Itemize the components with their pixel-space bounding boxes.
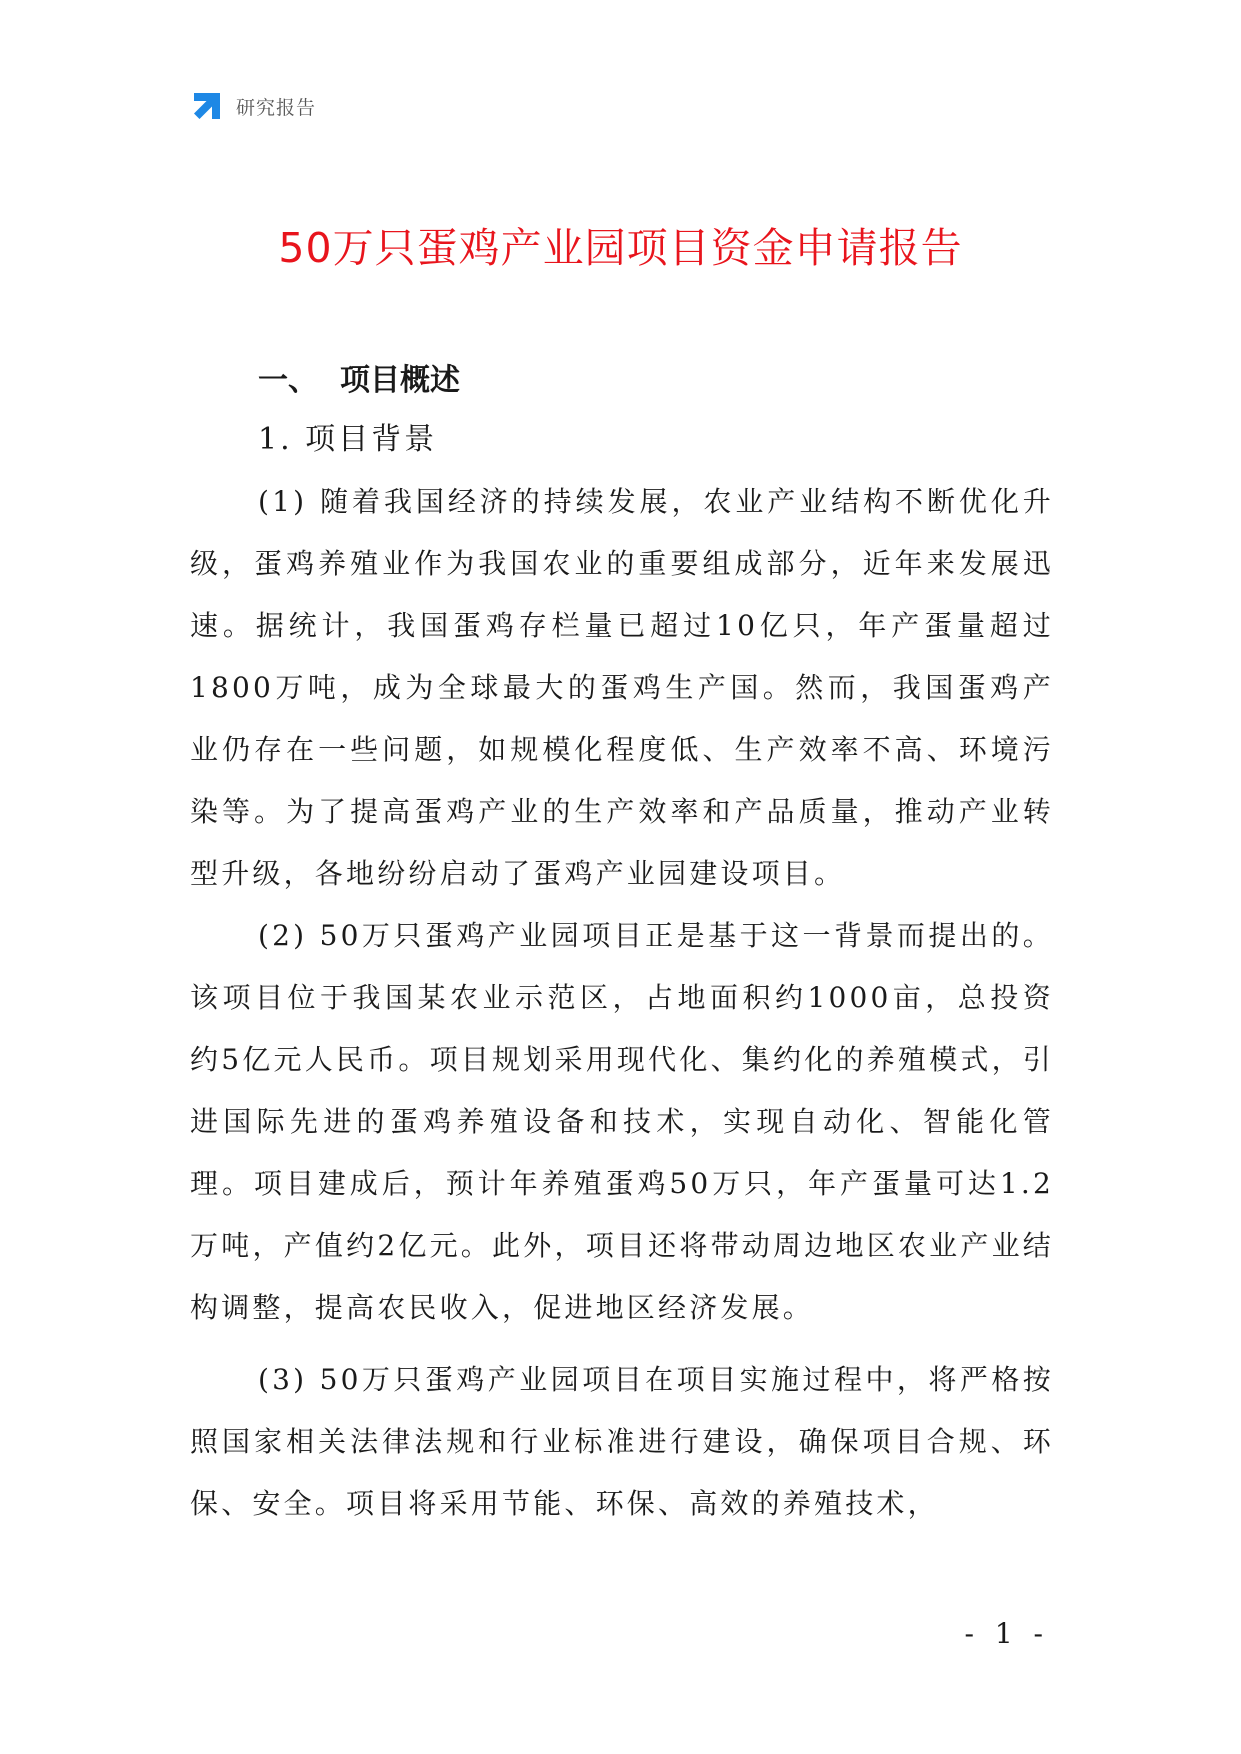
document-title: 50万只蛋鸡产业园项目资金申请报告 [278, 224, 963, 272]
document-body [190, 353, 1054, 1535]
page-number: - 1 - [964, 1617, 1049, 1650]
arrow-up-right-icon [190, 89, 224, 123]
section-heading [258, 353, 1054, 409]
header-label: 研究报告 [236, 96, 317, 119]
paragraph-2: (2) 50万只蛋鸡产业园项目正是基于这一背景而提出的。该项目位于我国某农业示范区，占地面积约1000亩，总投资约5亿元人民币。项目规划采用现代化、集约化的养殖模式，引进国际先进的蛋鸡养殖设备和技术，实现自动化、智能化管理。项目建成后，预计年养殖蛋鸡50万只，年产蛋量可达1.2万吨，产值约2亿元。此外，项目还将带动周边地区农业产业结构调整，提高农民收入，促进地区经济发展。 [190, 919, 1054, 1324]
paragraph-1: (1) 随着我国经济的持续发展，农业产业结构不断优化升级，蛋鸡养殖业作为我国农业的重要组成部分，近年来发展迅速。据统计，我国蛋鸡存栏量已超过10亿只，年产蛋量超过1800万吨，成为全球最大的蛋鸡生产国。然而，我国蛋鸡产业仍存在一些问题，如规模化程度低、生产效率不高、环境污染等。为了提高蛋鸡产业的生产效率和产品质量，推动产业转型升级，各地纷纷启动了蛋鸡产业园建设项目。 [190, 485, 1054, 890]
paragraph-3: (3) 50万只蛋鸡产业园项目在项目实施过程中，将严格按照国家相关法律法规和行业标准进行建设，确保项目合规、环保、安全。项目将采用节能、环保、高效的养殖技术， [190, 1363, 1054, 1520]
document-header [190, 88, 316, 124]
section-number: 一、 [258, 363, 318, 398]
section-title: 项目概述 [340, 363, 460, 398]
subsection-heading: 1. 项目背景 [258, 422, 438, 457]
